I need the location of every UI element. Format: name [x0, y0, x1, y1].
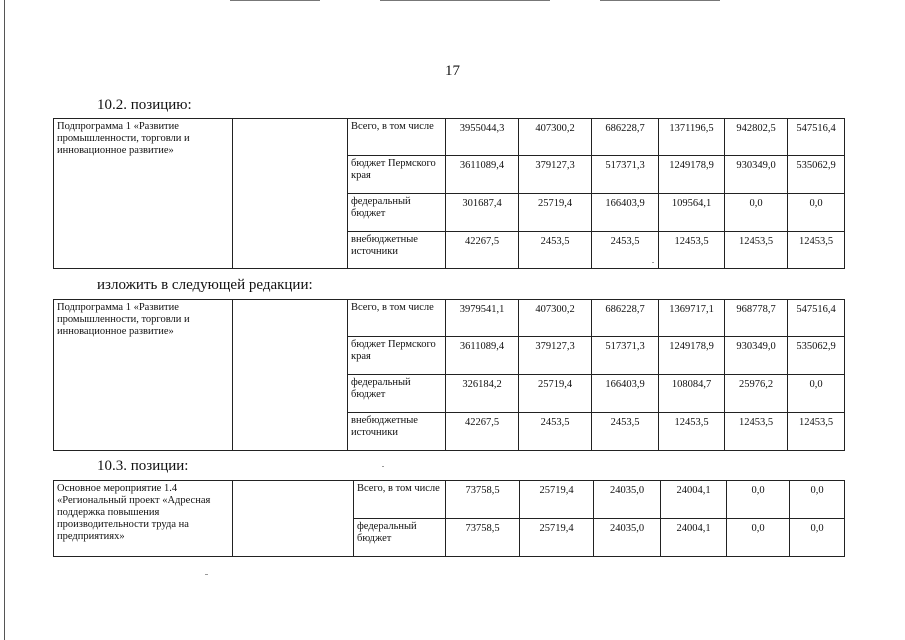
scan-artifact-top — [600, 0, 720, 1]
value-cell: 930349,0 — [725, 337, 788, 375]
source-cell: Всего, в том числе — [354, 481, 446, 519]
value-cell: 24004,1 — [661, 481, 727, 519]
source-cell: бюджет Пермского края — [348, 156, 446, 194]
finance-table-revised — [53, 299, 845, 451]
value-cell: 109564,1 — [659, 194, 725, 232]
value-cell: 407300,2 — [519, 300, 592, 337]
value-cell: 2453,5 — [519, 413, 592, 451]
value-cell: 301687,4 — [446, 194, 519, 232]
source-cell: федеральный бюджет — [348, 375, 446, 413]
value-cell: 2453,5 — [519, 232, 592, 269]
table-row — [54, 300, 845, 337]
source-cell: Всего, в том числе — [348, 300, 446, 337]
empty-cell — [233, 481, 354, 557]
value-cell: 12453,5 — [725, 232, 788, 269]
value-cell: 73758,5 — [446, 481, 520, 519]
scan-speck — [652, 262, 654, 263]
value-cell: 1249178,9 — [659, 337, 725, 375]
scan-speck — [205, 574, 208, 575]
table-row — [54, 119, 845, 156]
section-heading-10-2: 10.2. позицию: — [97, 97, 192, 113]
source-cell: внебюджетные источники — [348, 413, 446, 451]
value-cell: 379127,3 — [519, 156, 592, 194]
measure-name-cell: Основное мероприятие 1.4 «Региональный проект «Адресная поддержка повышения производительности труда на предприятиях» — [54, 481, 233, 557]
value-cell: 1369717,1 — [659, 300, 725, 337]
value-cell: 968778,7 — [725, 300, 788, 337]
value-cell: 517371,3 — [592, 156, 659, 194]
value-cell: 547516,4 — [788, 300, 845, 337]
value-cell: 12453,5 — [725, 413, 788, 451]
program-name-cell: Подпрограмма 1 «Развитие промышленности, торговли и инновационное развитие» — [54, 119, 233, 269]
section-heading-new-edition: изложить в следующей редакции: — [97, 277, 313, 293]
value-cell: 25719,4 — [519, 375, 592, 413]
value-cell: 25719,4 — [519, 194, 592, 232]
value-cell: 379127,3 — [519, 337, 592, 375]
value-cell: 0,0 — [788, 375, 845, 413]
program-name-cell: Подпрограмма 1 «Развитие промышленности, торговли и инновационное развитие» — [54, 300, 233, 451]
source-cell: федеральный бюджет — [354, 519, 446, 557]
source-cell: бюджет Пермского края — [348, 337, 446, 375]
value-cell: 686228,7 — [592, 119, 659, 156]
value-cell: 2453,5 — [592, 413, 659, 451]
value-cell: 166403,9 — [592, 375, 659, 413]
value-cell: 25719,4 — [520, 481, 594, 519]
value-cell: 517371,3 — [592, 337, 659, 375]
finance-table-original — [53, 118, 845, 269]
value-cell: 3611089,4 — [446, 156, 519, 194]
value-cell: 0,0 — [790, 481, 845, 519]
value-cell: 0,0 — [727, 481, 790, 519]
value-cell: 942802,5 — [725, 119, 788, 156]
value-cell: 12453,5 — [659, 413, 725, 451]
empty-cell — [233, 119, 348, 269]
value-cell: 0,0 — [727, 519, 790, 557]
scan-speck — [382, 466, 384, 467]
value-cell: 0,0 — [725, 194, 788, 232]
value-cell: 12453,5 — [788, 232, 845, 269]
source-cell: Всего, в том числе — [348, 119, 446, 156]
value-cell: 166403,9 — [592, 194, 659, 232]
value-cell: 0,0 — [790, 519, 845, 557]
value-cell: 0,0 — [788, 194, 845, 232]
scan-artifact-top — [230, 0, 320, 1]
value-cell: 12453,5 — [659, 232, 725, 269]
value-cell: 2453,5 — [592, 232, 659, 269]
value-cell: 108084,7 — [659, 375, 725, 413]
value-cell: 3611089,4 — [446, 337, 519, 375]
value-cell: 686228,7 — [592, 300, 659, 337]
source-cell: внебюджетные источники — [348, 232, 446, 269]
value-cell: 1249178,9 — [659, 156, 725, 194]
finance-table-measure — [53, 480, 845, 557]
value-cell: 930349,0 — [725, 156, 788, 194]
value-cell: 25976,2 — [725, 375, 788, 413]
value-cell: 42267,5 — [446, 232, 519, 269]
value-cell: 25719,4 — [520, 519, 594, 557]
value-cell: 547516,4 — [788, 119, 845, 156]
value-cell: 535062,9 — [788, 156, 845, 194]
value-cell: 326184,2 — [446, 375, 519, 413]
section-heading-10-3: 10.3. позиции: — [97, 458, 189, 474]
source-cell: федеральный бюджет — [348, 194, 446, 232]
scan-artifact-top — [380, 0, 550, 1]
value-cell: 24035,0 — [594, 481, 661, 519]
value-cell: 24035,0 — [594, 519, 661, 557]
value-cell: 3979541,1 — [446, 300, 519, 337]
page-left-edge — [4, 0, 5, 640]
value-cell: 73758,5 — [446, 519, 520, 557]
value-cell: 12453,5 — [788, 413, 845, 451]
value-cell: 535062,9 — [788, 337, 845, 375]
value-cell: 1371196,5 — [659, 119, 725, 156]
value-cell: 407300,2 — [519, 119, 592, 156]
table-row — [54, 481, 845, 519]
page-number: 17 — [445, 63, 460, 79]
empty-cell — [233, 300, 348, 451]
value-cell: 3955044,3 — [446, 119, 519, 156]
value-cell: 42267,5 — [446, 413, 519, 451]
value-cell: 24004,1 — [661, 519, 727, 557]
